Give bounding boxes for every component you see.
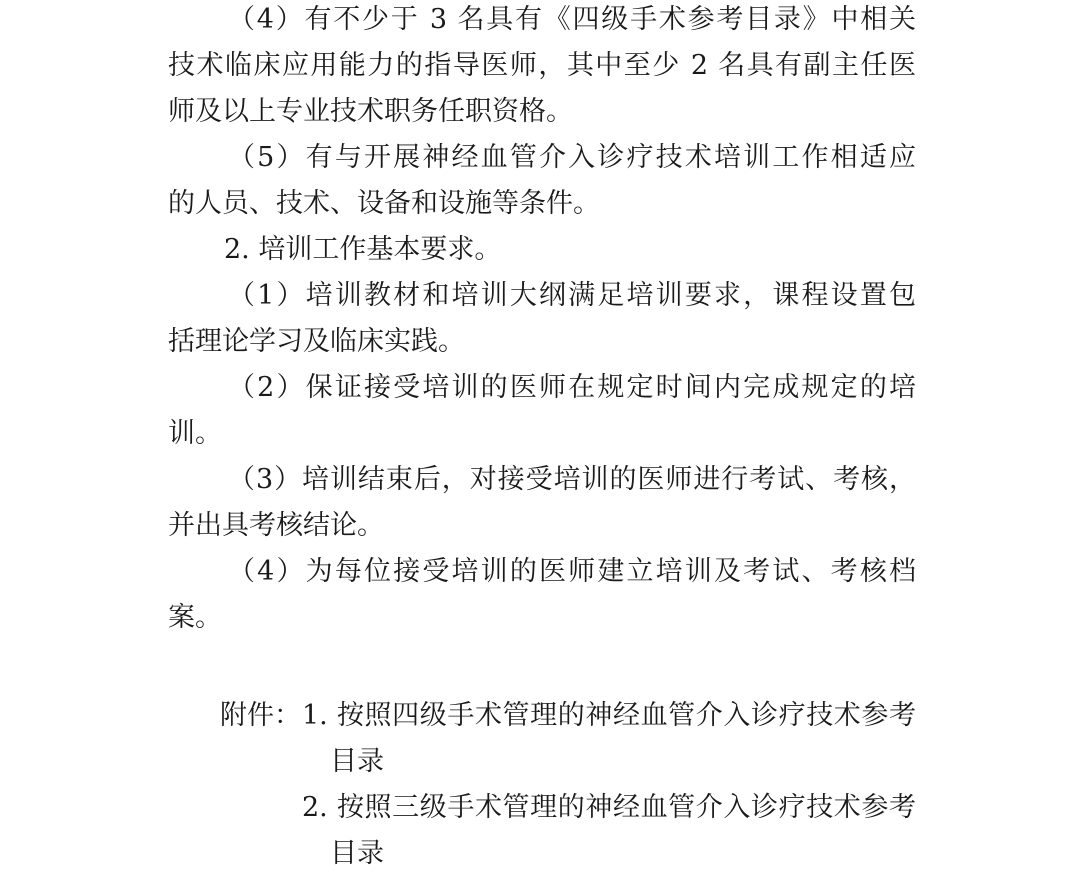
paragraph-line: （5）有与开展神经血管介入诊疗技术培训工作相适应 [228, 142, 916, 173]
paragraph-line: 训。 [168, 418, 222, 449]
paragraph-line: 案。 [168, 602, 222, 633]
attachment-item: 1. 按照四级手术管理的神经血管介入诊疗技术参考 [302, 700, 916, 731]
paragraph-line: 技术临床应用能力的指导医师，其中至少 2 名具有副主任医 [168, 50, 916, 81]
paragraph-line: （2）保证接受培训的医师在规定时间内完成规定的培 [228, 372, 916, 403]
paragraph-line: （4）为每位接受培训的医师建立培训及考试、考核档 [228, 556, 916, 587]
paragraph-line: 的人员、技术、设备和设施等条件。 [168, 188, 600, 219]
paragraph-line: 并出具考核结论。 [168, 510, 384, 541]
attachment-item: 2. 按照三级手术管理的神经血管介入诊疗技术参考 [302, 792, 916, 823]
paragraph-line: 师及以上专业技术职务任职资格。 [168, 96, 573, 127]
paragraph-line: 括理论学习及临床实践。 [168, 326, 465, 357]
attachment-item-continuation: 目录 [330, 838, 384, 869]
attachments-label: 附件： [220, 700, 301, 731]
section-heading: 2. 培训工作基本要求。 [224, 234, 502, 265]
attachment-item-continuation: 目录 [330, 746, 384, 777]
paragraph-line: （4）有不少于 3 名具有《四级手术参考目录》中相关 [228, 4, 916, 35]
paragraph-line: （3）培训结束后，对接受培训的医师进行考试、考核， [228, 464, 916, 495]
paragraph-line: （1）培训教材和培训大纲满足培训要求，课程设置包 [228, 280, 916, 311]
